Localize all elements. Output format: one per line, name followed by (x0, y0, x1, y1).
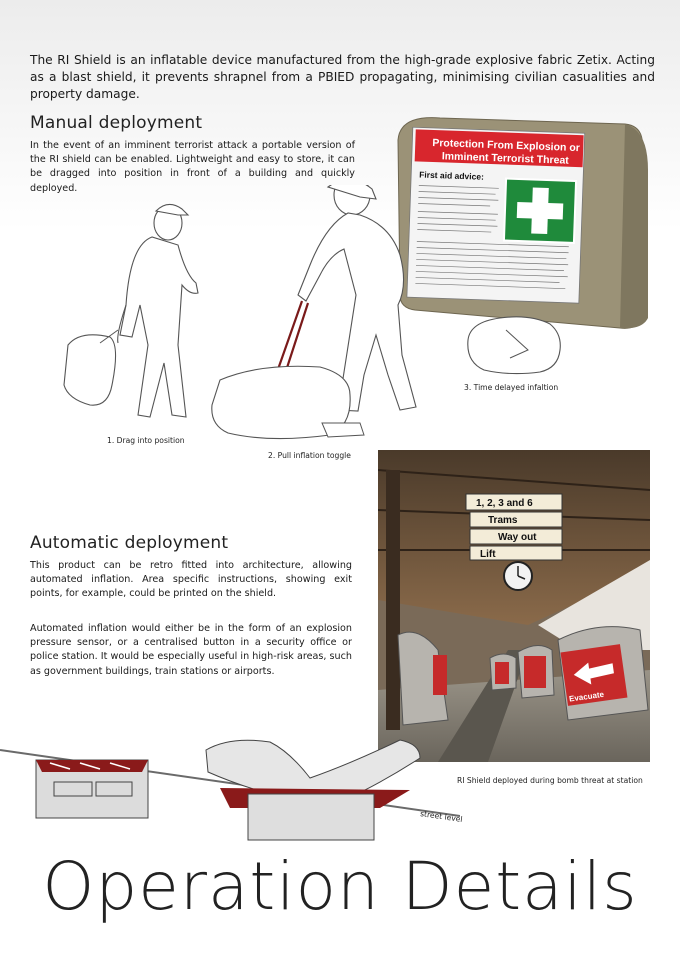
sign-platforms: 1, 2, 3 and 6 (476, 498, 533, 509)
step2-caption: 2. Pull inflation toggle (268, 451, 351, 460)
manual-deployment-heading: Manual deployment (30, 113, 203, 133)
sign-lift: Lift (480, 549, 496, 560)
manual-deployment-text: In the event of an imminent terrorist attack a portable version of the RI shield can be enabled. Lightweight and easy to store, it can be dragged into position in front of a building and quickly deployed. (30, 140, 355, 194)
sign-first-aid-label: First aid advice: (419, 169, 485, 182)
street-level-label: street level (419, 809, 464, 824)
automatic-deployment-text-1: This product can be retro fitted into architecture, allowing automated inflation. Area specific instructions, showing exit points, for example, could be printed on the shield. (30, 560, 352, 600)
step1-caption: 1. Drag into position (107, 436, 185, 445)
time-delayed-inflation-pack (460, 310, 570, 380)
inflated-shield-diagram (206, 740, 420, 840)
bag-being-dragged (64, 330, 118, 405)
street-level-diagram (0, 728, 460, 843)
sign-title-line2: Imminent Terrorist Threat (441, 150, 569, 167)
sign-trams: Trams (488, 515, 518, 526)
station-photo (378, 450, 650, 762)
automatic-deployment-text-2: Automated inflation would either be in the form of an explosion pressure sensor, or a centralised button in a security office or police station. It would be especially useful in high-risk areas, such as government buildings, train stations or airports. (30, 623, 352, 677)
first-aid-cross-icon (504, 179, 576, 243)
station-clock-icon (504, 562, 532, 590)
direction-signs (466, 494, 562, 560)
station-caption: RI Shield deployed during bomb threat at station (457, 776, 643, 785)
retro-fitted-shield-box (36, 760, 148, 818)
shield-evacuate-label: Evacuate (568, 689, 605, 704)
sign-title-line1: Protection From Explosion or (432, 136, 581, 155)
folded-shield-pack (212, 366, 364, 438)
page-title: Operation Details (42, 848, 638, 925)
manual-deployment-illustration (60, 185, 470, 450)
step3-caption: 3. Time delayed infaltion (464, 383, 559, 392)
intro-text: The RI Shield is an inflatable device manufactured from the high-grade explosive fabric Zetix. Acting as a blast shield, it prevents shrapnel from a PBIED propagating, minimising civilian casualities and property damage. (30, 53, 655, 101)
walking-person-figure (118, 204, 198, 417)
automatic-deployment-heading: Automatic deployment (30, 533, 229, 553)
sign-way-out: Way out (498, 532, 537, 543)
